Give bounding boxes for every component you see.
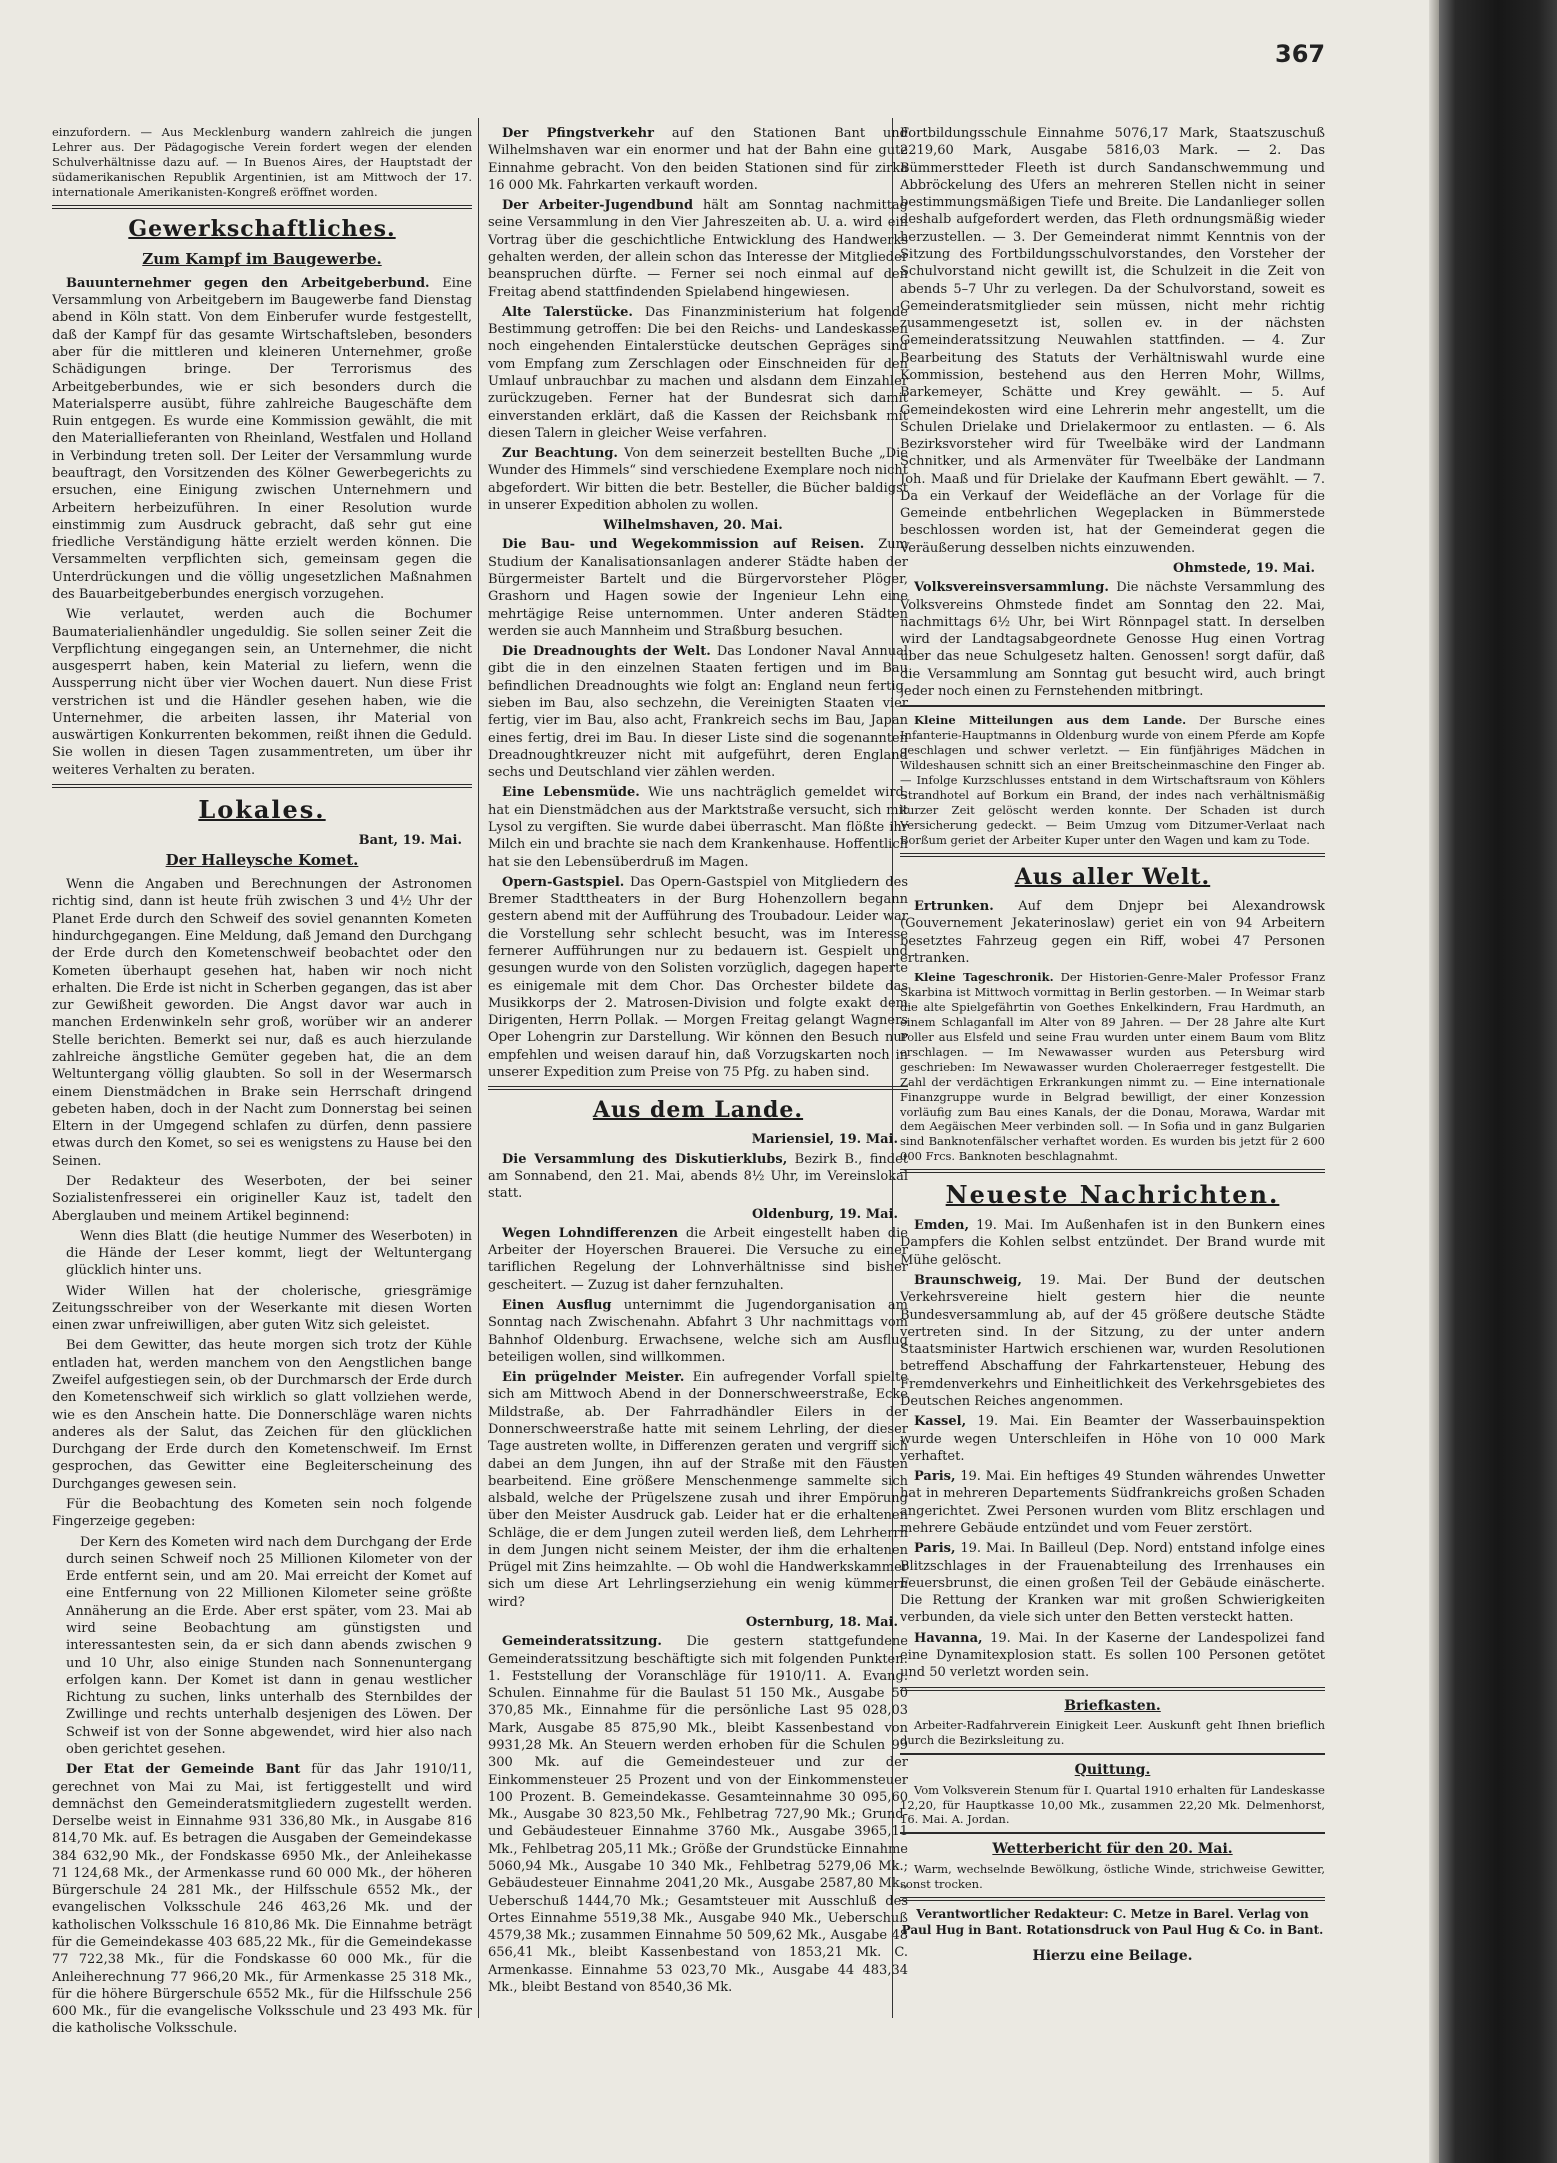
news-item	[900, 1540, 1325, 1626]
article-text: Bezirk B., findet am Sonnabend, den 21. Mai, abends 8½ Uhr, im Vereinslokal statt.	[488, 1151, 908, 1202]
divider	[900, 1753, 1325, 1755]
article-lead: Bauunternehmer gegen den Arbeitgeberbund.	[66, 275, 430, 291]
news-place: Emden,	[914, 1218, 970, 1234]
divider	[488, 1086, 908, 1090]
dateline	[488, 1131, 898, 1148]
article-lead: Die Dreadnoughts der Welt.	[502, 644, 711, 660]
news-place: Havanna,	[914, 1630, 983, 1646]
article-paragraph	[900, 898, 1325, 967]
news-text: 19. Mai. Ein heftiges 49 Stunden währendes Unwetter hat in mehreren Departements Südfrankreichs großen Schaden angerichtet. Zwei Personen wurden vom Blitz erschlagen und mehrere Gebäude entzündet und vom Feuer zerstört.	[900, 1469, 1325, 1536]
article-text: hält am Sonntag nachmittag seine Versammlung in den Vier Jahreszeiten ab. U. a. wird ein Vortrag über die geschichtliche Entwicklung des Handwerks gehalten werden, der allein schon das Interesse der Mitglieder beanspruchen dürfte. — Ferner sei noch einmal auf den Freitag abend stattfindenden Spielabend hingewiesen.	[488, 198, 908, 300]
column-rule	[478, 118, 479, 2018]
article-text: Das Londoner Naval Annual gibt die in den einzelnen Staaten fertigen und im Bau befindlichen Dreadnoughts wie folgt an: England neun fertig, sieben im Bau, also sechzehn, die Vereinigten Staaten vier fertig, vier im Bau, also acht, Frankreich sechs im Bau, Japan eines fertig, drei im Bau. In dieser Liste sind die sogenannten Dreadnoughtkreuzer nicht mit aufgeführt, deren England sechs und Deutschland vier zählen werden.	[488, 644, 908, 781]
article-text: Ein aufregender Vorfall spielte sich am Mittwoch Abend in der Donnerschweerstraße, Ecke Mildstraße, ab. Der Fahrradhändler Eilers in der Donnerschweerstraße hatte mit seinem Lehrling, der dieser Tage austreten wollte, in Differenzen geraten und vergriff sich dabei an dem Jungen, ihn auf der Straße mit den Fäusten bearbeitend. Eine größere Menschenmenge sammelte sich alsbald, welche der Prügelszene zusah und ihrer Empörung über den Meister Ausdruck gab. Leider hat er die erhaltenen Schläge, die er dem Jungen zuteil werden ließ, dem Lehrherrn in dem Jungen nicht seinem Meister, der ihm die erhaltenen Prügel mit Zins heimzahlte. — Ob wohl die Handwerkskammer sich um diese Art Lehrlingserziehung ein wenig kümmern wird?	[488, 1370, 908, 1610]
article-paragraph	[900, 713, 1325, 847]
news-text: 19. Mai. Ein Beamter der Wasserbauinspektion wurde wegen Unterschleifen in Höhe von 10 000 Mark verhaftet.	[900, 1414, 1325, 1464]
column-3	[900, 125, 1325, 2020]
article-lead: Der Pfingstverkehr	[502, 126, 654, 141]
divider	[900, 1832, 1325, 1834]
dateline-text: Osternburg, 18. Mai.	[745, 1615, 898, 1631]
dateline-text: Mariensiel, 19. Mai.	[751, 1132, 898, 1148]
article-text: unternimmt die Jugendorganisation am Sonntag nach Zwischenahn. Abfahrt 3 Uhr nachmittags vom Bahnhof Oldenburg. Erwachsene, welche sich am Ausflug beteiligen wollen, sind willkommen.	[488, 1297, 908, 1365]
wetter-title: Wetterbericht für den 20. Mai.	[992, 1841, 1233, 1858]
article-paragraph	[488, 125, 908, 194]
article-lead: Wegen Lohndifferenzen	[502, 1225, 679, 1241]
article-paragraph: Für die Beobachtung des Kometen sein noch folgende Fingerzeige gegeben:	[52, 1497, 472, 1530]
article-lead: Kleine Mitteilungen aus dem Lande.	[914, 713, 1187, 728]
beilage-note: Hierzu eine Beilage.	[1032, 1947, 1193, 1964]
article-paragraph: Wenn die Angaben und Berechnungen der Astronomen richtig sind, dann ist heute früh zwischen 3 und 4½ Uhr der Planet Erde durch den Schweif des soviel genannten Kometen hindurchgegangen. Eine Meldung, daß Jemand den Durchgang der Erde durch den Kometenschweif beobachtet oder den Kometen überhaupt gesehen hat, haben wir noch nicht erhalten. Die Erde ist nicht in Scherben gegangen, das ist aber zur Gewißheit geworden. Die Angst davor war auch in manchen Erdenwinkeln sehr groß, worüber wir an anderer Stelle berichten. Bemerkt sei nur, daß es auch hierzulande zahlreiche ängstliche Gemüter gegeben hat, die an dem Weltuntergang völlig glaubten. So soll in der Wesermarsch einem Dienstmädchen in Brake sein Herrschaft dringend gebeten haben, doch in der Nacht zum Donnerstag bei seinen Eltern in der Umgegend schlafen zu dürfen, denn passiere etwas durch den Komet, so sei es wenigstens zu Hause bei den Seinen.	[52, 877, 472, 1169]
page-edge	[1429, 0, 1439, 2163]
divider	[900, 1169, 1325, 1173]
article-paragraph	[488, 1369, 908, 1611]
section-title-neueste: Neueste Nachrichten.	[945, 1180, 1280, 1210]
news-place: Paris,	[914, 1541, 956, 1557]
divider	[52, 784, 472, 788]
divider	[52, 205, 472, 209]
wetter-text: Warm, wechselnde Bewölkung, östliche Winde, strichweise Gewitter, sonst trocken.	[900, 1862, 1325, 1891]
book-binding	[1439, 0, 1557, 2163]
column-2	[488, 125, 908, 2015]
article-text: Auf dem Dnjepr bei Alexandrowsk (Gouvernement Jekaterinoslaw) geriet ein von 94 Arbeitern besetztes Fahrzeug gegen ein Riff, wobei 47 Personen ertranken.	[900, 898, 1325, 966]
article-text: die Arbeit eingestellt haben die Arbeiter der Hoyerschen Brauerei. Die Versuche zu einer tariflichen Regelung der Lohnverhältnisse sind bisher gescheitert. — Zuzug ist daher fernzuhalten.	[488, 1225, 908, 1293]
news-item	[900, 1630, 1325, 1682]
article-paragraph	[900, 970, 1325, 1164]
article-title-kampf: Zum Kampf im Baugewerbe.	[142, 249, 382, 268]
article-paragraph	[488, 1225, 908, 1294]
briefkasten-text: Arbeiter-Radfahrverein Einigkeit Leer. Auskunft geht Ihnen brieflich durch die Bezirksleitung zu.	[900, 1718, 1325, 1748]
article-paragraph	[488, 536, 908, 640]
article-quote: Wenn dies Blatt (die heutige Nummer des Weserboten) in die Hände der Leser kommt, liegt der Weltuntergang glücklich hinter uns.	[66, 1228, 472, 1279]
article-lead: Der Arbeiter-Jugendbund	[502, 198, 694, 214]
article-lead: Einen Ausflug	[502, 1297, 612, 1313]
article-lead: Alte Talerstücke.	[502, 304, 633, 320]
article-text: für das Jahr 1910/11, gerechnet von Mai zu Mai, ist fertiggestellt und wird demnächst den Gemeinderatsmitgliedern zugestellt werden. Derselbe weist in Einnahme 931 336,80 Mk., in Ausgabe 816 814,70 Mk. auf. Es betragen die Ausgaben der Gemeindekasse 384 632,90 Mk., der Fondskasse 6950 Mk., der Anleihekasse 71 124,68 Mk., der Armenkasse rund 60 000 Mk., der höheren Bürgerschule 24 281 Mk., der Hilfsschule 6552 Mk., der evangelischen Volksschule 246 463,26 Mk. und der katholischen Volksschule 16 810,86 Mk. Die Einnahme beträgt für die Gemeindekasse 403 685,22 Mk., für die Gemeindekasse 77 722,38 Mk., für die Fondskasse 60 000 Mk., für die Anleiherechnung 77 966,20 Mk., für Armenkasse 25 318 Mk., für die höhere Bürgerschule 6552 Mk., für die Hilfsschule 256 600 Mk., für die evangelische Volksschule und 23 493 Mk. für die katholische Volksschule.	[52, 1762, 472, 2037]
article-paragraph: Wider Willen hat der cholerische, griesgrämige Zeitungsschreiber von der Weserkante mit diesen Worten einen zwar unfreiwilligen, aber guten Witz sich geleistet.	[52, 1283, 472, 1334]
column-1	[52, 125, 472, 2045]
article-lead: Kleine Tageschronik.	[914, 970, 1054, 985]
article-text: Der Bursche eines Infanterie-Hauptmanns in Oldenburg wurde von einem Pferde am Kopfe geschlagen und schwer verletzt. — Ein fünfjähriges Mädchen in Wildeshausen schnitt sich an einer Breitscheinmaschine den Finger ab. — Infolge Kurzschlusses entstand in dem Wirtschaftsraum von Köhlers Strandhotel auf Borkum ein Brand, der indes nach verhältnismäßig kurzer Zeit gelöscht werden konnte. Der Schaden ist durch Versicherung gedeckt. — Beim Umzug vom Ditzumer-Verlaat nach Borßum geriet der Arbeiter Kuper unter den Wagen und kam zu Tode.	[900, 713, 1325, 847]
news-text: 19. Mai. Im Außenhafen ist in den Bunkern eines Dampfers die Kohlen selbst entzündet. Der Brand wurde mit Mühe gelöscht.	[900, 1218, 1325, 1268]
article-text: Zum Studium der Kanalisationsanlagen anderer Städte haben der Bürgermeister Bartelt und die Bürgervorsteher Plöger, Grashorn und Hagen sowie der Ingenieur Lehn eine mehrtägige Reise unternommen. Unter anderen Städten werden sie auch Mannheim und Straßburg besuchen.	[488, 537, 908, 639]
impressum: Verantwortlicher Redakteur: C. Metze in Barel. Verlag von Paul Hug in Bant. Rotationsdruck von Paul Hug & Co. in Bant.	[901, 1906, 1324, 1937]
article-title-komet: Der Halleysche Komet.	[165, 851, 359, 870]
article-paragraph	[488, 1151, 908, 1203]
news-text: 19. Mai. Der Bund der deutschen Verkehrsvereine hielt gestern hier die neunte Bundesversammlung ab, auf der 45 größere deutsche Städte vertreten sind. In der Sitzung, zu der unter andern Staatsminister Hartwich erschienen war, wurden Resolutionen betreffend Abschaffung der Fahrkartensteuer, Hebung des Fremdenverkehrs und Einheitlichkeit des Verkehrsgebietes des Deutschen Reiches angenommen.	[900, 1273, 1325, 1409]
article-lead: Volksvereinsversammlung.	[914, 580, 1109, 596]
article-text: Das Opern-Gastspiel von Mitgliedern des Bremer Stadttheaters in der Burg Hohenzollern begann gestern abend mit der Aufführung des Troubadour. Leider war die Vorstellung sehr schlecht besucht, was im Interesse fernerer Aufführungen nur zu bedauern ist. Gespielt und gesungen wurde von den Solisten vorzüglich, dagegen haperte es einigemale mit dem Chor. Das Orchester bildete das Musikkorps der 2. Matrosen-Division und folgte exakt dem Dirigenten, Herrn Pollak. — Morgen Freitag gelangt Wagners Oper Lohengrin zur Darstellung. Wir können den Besuch nur empfehlen und weisen darauf hin, daß Vorzugskarten noch in unserer Expedition zum Preise von 75 Pfg. zu haben sind.	[488, 874, 908, 1080]
article-lead: Die Bau- und Wegekommission auf Reisen.	[502, 537, 865, 553]
article-text: Eine Versammlung von Arbeitgebern im Baugewerbe fand Dienstag abend in Köln statt. Von dem Einberufer wurde festgestellt, daß der Kampf für das gesamte Wirtschaftsleben, besonders aber für die mittleren und kleineren Unternehmer, große Schädigungen bringe. Der Terrorismus des Arbeitgeberbundes, wie er sich besonders durch die Materialsperre ausübt, führe zahlreiche Baugeschäfte dem Ruin entgegen. Es wurde eine Kommission gewählt, die mit den Materiallieferanten von Rheinland, Westfalen und Holland in Verbindung treten soll. Der Leiter der Versammlung wurde beauftragt, den Vorsitzenden des Kölner Gewerbegerichts zu ersuchen, eine Einigung zwischen Unternehmern und Arbeitern herbeizuführen. In einer Resolution wurde einstimmig zum Ausdruck gebracht, daß sehr gut eine friedliche Verständigung hätte erzielt werden können. Die Versammelten verpflichten sich, gemeinsam gegen die Unterdrückungen und die völlig ungesetzlichen Maßnahmen des Bauarbeitgeberbundes energisch vorzugehen.	[52, 275, 472, 602]
article-lead: Die Versammlung des Diskutierklubs,	[502, 1151, 788, 1167]
page-number: 367	[1275, 40, 1326, 68]
news-text: 19. Mai. In der Kaserne der Landespolizei fand eine Dynamitexplosion statt. Es sollen 100 Personen getötet und 50 verletzt worden sein.	[900, 1630, 1325, 1681]
article-lead: Ertrunken.	[914, 898, 994, 914]
divider	[900, 1687, 1325, 1691]
dateline-text: Oldenburg, 19. Mai.	[751, 1206, 898, 1222]
section-title-lande: Aus dem Lande.	[592, 1097, 804, 1124]
article-paragraph: Fortbildungsschule Einnahme 5076,17 Mark, Staatszuschuß 2219,60 Mark, Ausgabe 5816,03 Mark. — 2. Das Bümmerstteder Fleeth ist durch Sandanschwemmung und Abbröckelung des Ufers an mehreren Stellen nicht in seiner bestimmungsmäßigen Tiefe und Breite. Die Landanlieger sollen deshalb aufgefordert werden, das Fleth ordnungsmäßig wieder herzustellen. — 3. Der Gemeinderat nimmt Kenntnis von der Sitzung des Fortbildungsschulvorstandes, den Vorsteher der Schulvorstand nicht gewillt ist, die Schulzeit in die Zeit von abends 5–7 Uhr zu verlegen. Da der Schulvorstand, soweit es Gemeinderatsmitglieder sein müssen, nicht mehr richtig zusammengesetzt ist, sollen ev. in der nächsten Gemeinderatssitzung Neuwahlen stattfinden. — 4. Zur Bearbeitung des Statuts der Verhältniswahl wurde eine Kommission, bestehend aus den Herren Mohr, Willms, Barkemeyer, Schätte und Krey gewählt. — 5. Auf Gemeindekosten wird eine Lehrerin mehr angestellt, um die Schulen Drielake und Drielakermoor zu entlasten. — 6. Als Bezirksvorsteher wird für Tweelbäke wird der Landmann Schnitker, und als Armenväter für Tweelbäke der Landmann Joh. Maaß und für Drielake der Kaufmann Ebert gewählt. — 7. Da ein Verkauf der Weidefläche an der Vorlage für die Gemeinde entbehrlichen Wegeplacken in Bümmerstede beschlossen worden ist, hat der Gemeinderat gegen die Veräußerung desselben nichts einzuwenden.	[900, 126, 1325, 556]
article-paragraph	[488, 445, 908, 514]
article-text: Die nächste Versammlung des Volksvereins Ohmstede findet am Sonntag den 22. Mai, nachmittags 6½ Uhr, bei Wirt Rönnpagel statt. In derselben wird der Landtagsabgeordnete Genosse Hug einen Vortrag über das neue Schulgesetz halten. Genossen! sorgt dafür, daß die Versammlung am Sonntag gut besucht wird, auch bringt jeder noch einen zu Fernstehenden mitbringt.	[900, 580, 1325, 699]
news-item	[900, 1468, 1325, 1537]
article-paragraph	[488, 874, 908, 1081]
article-text: Das Finanzministerium hat folgende Bestimmung getroffen: Die bei den Reichs- und Landeskassen noch eingehenden Eintalerstücke deutschen Gepräges sind vom Empfang zum Zerschlagen oder Einschneiden für den Umlauf unbrauchbar zu machen und alsdann dem Einzahler zurückzugeben. Ferner hat der Bundesrat sich damit einverstanden erklärt, daß die Kassen der Reichsbank mit diesen Talern in gleicher Weise verfahren.	[488, 304, 908, 441]
article-text: Wie uns nachträglich gemeldet wird, hat ein Dienstmädchen aus der Marktstraße versucht, sich mit Lysol zu vergiften. Sie wurde dabei überrascht. Man flößte ihr Milch ein und brachte sie nach dem Krankenhause. Hoffentlich hat sie den Lebensüberdruß im Magen.	[488, 785, 908, 870]
article-lead: Eine Lebensmüde.	[502, 785, 640, 801]
article-paragraph	[488, 304, 908, 442]
dateline	[488, 517, 898, 534]
article-paragraph	[488, 1633, 908, 1996]
quittung-text: Vom Volksverein Stenum für I. Quartal 1910 erhalten für Landeskasse 12,20, für Hauptkasse 10,00 Mk., zusammen 22,20 Mk. Delmenhorst, 16. Mai. A. Jordan.	[900, 1782, 1325, 1827]
article-paragraph	[488, 643, 908, 781]
article-paragraph	[52, 1761, 472, 2038]
dateline	[488, 1206, 898, 1223]
quittung-title: Quittung.	[1074, 1761, 1151, 1778]
article-lead: Gemeinderatssitzung.	[502, 1634, 662, 1650]
section-title-gewerkschaft: Gewerkschaftliches.	[128, 215, 396, 242]
article-paragraph: Der Redakteur des Weserboten, der bei seiner Sozialistenfresserei ein origineller Kauz ist, tadelt den Aberglauben und meinem Artikel beginnend:	[52, 1173, 472, 1224]
dateline	[488, 1614, 898, 1631]
article-lead: Zur Beachtung.	[502, 446, 618, 462]
dateline	[52, 832, 462, 849]
article-quote: Der Kern des Kometen wird nach dem Durchgang der Erde durch seinen Schweif noch 25 Millionen Kilometer von der Erde entfernt sein, und am 20. Mai erreicht der Komet auf eine Entfernung von 22 Millionen Kilometer seine größte Annäherung an die Erde. Aber erst später, vom 23. Mai ab wird seine Beobachtung am günstigsten und interessantesten sein, da er sich dann abends zwischen 9 und 10 Uhr, also einige Stunden nach Sonnenuntergang erfolgen kann. Der Komet ist dann in genau westlicher Richtung zu suchen, links unterhalb des Sternbildes der Zwillinge und rechts unterhalb desjenigen des Löwen. Der Schweif ist von der Sonne abgewendet, wird hier also nach oben gerichtet gesehen.	[66, 1534, 472, 1757]
article-paragraph: Wie verlautet, werden auch die Bochumer Baumaterialienhändler ungeduldig. Sie sollen seiner Zeit die Verpflichtung eingegangen sein, an Unternehmer, die nicht ausgesperrt haben, kein Material zu liefern, wenn die Aussperrung nicht über vier Wochen dauert. Nun diese Frist verstrichen ist und die Händler gesehen haben, wie die Unternehmer, die arbeiten lassen, ihr Material von auswärtigen Konkurrenten bekommen, reißt ihnen die Geduld. Sie wollen in diesen Tagen zusammentreten, um über ihr weiteres Verhalten zu beraten.	[52, 607, 472, 778]
news-place: Paris,	[914, 1469, 956, 1485]
article-paragraph	[488, 197, 908, 301]
dateline-text: Bant, 19. Mai.	[358, 832, 462, 848]
article-paragraph	[488, 1297, 908, 1366]
article-text: auf den Stationen Bant und Wilhelmshaven war ein enormer und hat der Bahn eine gute Einnahme gebracht. Von den beiden Stationen sind für zirka 16 000 Mk. Fahrkarten verkauft worden.	[488, 126, 908, 193]
article-paragraph: Bei dem Gewitter, das heute morgen sich trotz der Kühle entladen hat, werden manchem von den Aengstlichen bange Zweifel aufgestiegen sein, ob der Durchmarsch der Erde durch den Kometenschweif sich wirklich so glatt vollziehen werde, wie es den Anschein hatte. Die Donnerschläge waren nichts anderes als der Salut, das Zeichen für den glücklichen Durchgang der Erde durch den Kometenschweif. Im Ernst gesprochen, das Gewitter eine Begleiterscheinung des Durchganges gewesen sein.	[52, 1338, 472, 1492]
section-title-lokales: Lokales.	[198, 795, 326, 825]
dateline	[900, 560, 1315, 577]
news-place: Kassel,	[914, 1414, 967, 1430]
briefkasten-title: Briefkasten.	[1064, 1697, 1161, 1714]
news-text: 19. Mai. In Bailleul (Dep. Nord) entstand infolge eines Blitzschlages in der Frauenabteilung des Irrenhauses ein Feuersbrunst, die einen großen Teil der Gebäude einäscherte. Die Rettung der Kranken war mit großen Schwierigkeiten verbunden, da viele sich unter den Betten versteckt hatten.	[900, 1541, 1325, 1626]
dateline-text: Wilhelmshaven, 20. Mai.	[603, 518, 783, 534]
news-item	[900, 1413, 1325, 1465]
news-item	[900, 1272, 1325, 1410]
article-text: Die gestern stattgefundene Gemeinderatssitzung beschäftigte sich mit folgenden Punkten: 1. Feststellung der Voranschläge für 1910/11. A. Evang. Schulen. Einnahme für die Baulast 51 150 Mk., Ausgabe 50 370,85 Mk., Einnahme für die persönliche Last 95 028,03 Mark, Ausgabe 85 875,90 Mk., bleibt Kassenbestand von 9931,28 Mk. An Steuern werden erhoben für die Schulen 99 300 Mk. auf die Gemeindesteuer und zur der Einkommensteuer 25 Prozent und von der Einkommensteuer 100 Prozent. B. Gemeindekasse. Gesamteinnahme 30 095,60 Mk., Ausgabe 30 823,50 Mk., Fehlbetrag 727,90 Mk.; Grund- und Gebäudesteuer Einnahme 3760 Mk., Ausgabe 3965,11 Mk., Fehlbetrag 205,11 Mk.; Größe der Grundstücke Einnahme 5060,94 Mk., Ausgabe 10 340 Mk., Fehlbetrag 5279,06 Mk.; Gebäudesteuer Einnahme 2041,20 Mk., Ausgabe 2587,80 Mk., Ueberschuß 1444,70 Mk.; Gesamtsteuer mit Ausschluß des Ortes Einnahme 5519,38 Mk., Ausgabe 940 Mk., Ueberschuß 4579,38 Mk.; zusammen Einnahme 50 509,62 Mk., Ausgabe 48 656,41 Mk., bleibt Kassenbestand von 1853,21 Mk. C. Armenkasse. Einnahme 53 023,70 Mk., Ausgabe 44 483,34 Mk., bleibt Bestand von 8540,36 Mk.	[488, 1634, 908, 1995]
intro-notes: einzufordern. — Aus Mecklenburg wandern zahlreich die jungen Lehrer aus. Der Pädagogische Verein fordert wegen der elenden Schulverhältnisse dazu auf. — In Buenos Aires, der Hauptstadt der südamerikanischen Republik Argentinien, ist am Mittwoch der 17. internationale Amerikanisten-Kongreß eröffnet worden.	[52, 125, 472, 199]
article-lead: Opern-Gastspiel.	[502, 874, 625, 890]
article-paragraph	[488, 784, 908, 870]
article-text: Von dem seinerzeit bestellten Buche „Die Wunder des Himmels“ sind verschiedene Exemplare noch nicht abgefordert. Wir bitten die betr. Besteller, die Bücher baldigst in unserer Expedition abholen zu wollen.	[488, 446, 908, 513]
divider	[900, 853, 1325, 857]
news-place: Braunschweig,	[914, 1273, 1022, 1289]
divider	[900, 1897, 1325, 1901]
news-item	[900, 1217, 1325, 1269]
article-paragraph	[52, 275, 472, 603]
article-paragraph	[900, 579, 1325, 700]
section-title-welt: Aus aller Welt.	[1014, 863, 1211, 890]
divider	[900, 705, 1325, 707]
dateline-text: Ohmstede, 19. Mai.	[1173, 561, 1315, 577]
article-lead: Der Etat der Gemeinde Bant	[66, 1762, 301, 1778]
article-lead: Ein prügelnder Meister.	[502, 1370, 685, 1386]
article-text: Der Historien-Genre-Maler Professor Franz Skarbina ist Mittwoch vormittag in Berlin gestorben. — In Weimar starb die alte Spielgefährtin von Goethes Enkelkindern, Frau Hardmuth, an einem Schlaganfall im Alter von 89 Jahren. — Der 28 Jahre alte Kurt Poller aus Elsfeld und seine Frau wurden unter einem Baum vom Blitz erschlagen. — Im Newawasser wurden aus Petersburg wird geschrieben: Im Newawasser wurden Choleraerreger festgestellt. Die Zahl der verdächtigen Erkrankungen nimmt zu. — Eine internationale Finanzgruppe wurde in Belgrad bewilligt, der einer Konzession vorläufig zum Bau eines Kanals, der die Donau, Morawa, Wardar mit dem Aegäischen Meer verbinden soll. — In Sofia und in ganz Bulgarien sind Banknotenfälscher verhaftet worden. Es wurden bis jetzt für 2 600 000 Frcs. Banknoten beschlagnahmt.	[900, 970, 1325, 1164]
